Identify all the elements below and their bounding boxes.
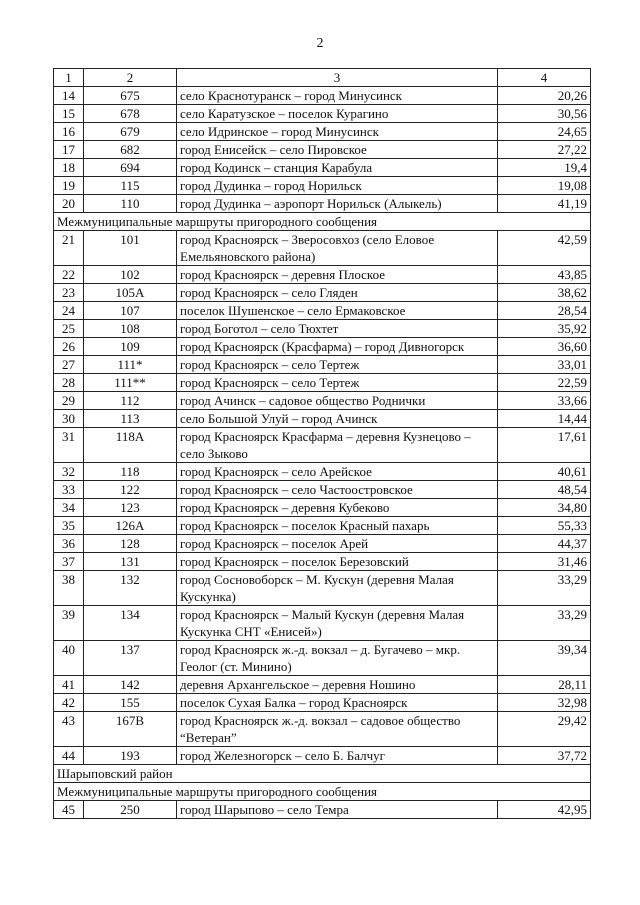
section-title: Межмуниципальные маршруты пригородного сообщения (54, 783, 591, 801)
row-number: 19 (54, 177, 84, 195)
table-row (54, 571, 591, 606)
row-number: 15 (54, 105, 84, 123)
table-row (54, 463, 591, 481)
route-code: 107 (84, 302, 177, 320)
route-length: 41,19 (498, 195, 591, 213)
route-code: 193 (84, 747, 177, 765)
route-length: 29,42 (498, 712, 591, 747)
route-name: город Красноярск – поселок Арей (177, 535, 498, 553)
section-title: Межмуниципальные маршруты пригородного сообщения (54, 213, 591, 231)
route-length: 35,92 (498, 320, 591, 338)
route-code: 111** (84, 374, 177, 392)
route-name: город Сосновоборск – М. Кускун (деревня Малая Кускунка) (177, 571, 498, 606)
route-code: 131 (84, 553, 177, 571)
table-row (54, 517, 591, 535)
table-row (54, 535, 591, 553)
row-number: 20 (54, 195, 84, 213)
route-code: 102 (84, 266, 177, 284)
table-row (54, 747, 591, 765)
table-row (54, 694, 591, 712)
route-length: 34,80 (498, 499, 591, 517)
route-name: город Красноярск – деревня Плоское (177, 266, 498, 284)
route-name: деревня Архангельское – деревня Ношино (177, 676, 498, 694)
route-length: 55,33 (498, 517, 591, 535)
route-length: 17,61 (498, 428, 591, 463)
table-row (54, 123, 591, 141)
route-length: 30,56 (498, 105, 591, 123)
route-name: город Красноярск – Зверосовхоз (село Еловое Емельяновского района) (177, 231, 498, 266)
route-length: 40,61 (498, 463, 591, 481)
table-row (54, 231, 591, 266)
table-row (54, 712, 591, 747)
route-length: 14,44 (498, 410, 591, 428)
route-length: 33,29 (498, 571, 591, 606)
table-row (54, 141, 591, 159)
row-number: 41 (54, 676, 84, 694)
route-name: город Красноярск – село Тертеж (177, 374, 498, 392)
route-length: 33,29 (498, 606, 591, 641)
route-code: 105А (84, 284, 177, 302)
route-code: 167В (84, 712, 177, 747)
row-number: 25 (54, 320, 84, 338)
row-number: 28 (54, 374, 84, 392)
route-name: село Каратузское – поселок Курагино (177, 105, 498, 123)
route-name: село Краснотуранск – город Минусинск (177, 87, 498, 105)
header-col-4: 4 (498, 69, 591, 87)
table-row (54, 676, 591, 694)
route-name: город Красноярск – деревня Кубеково (177, 499, 498, 517)
table-header-row (54, 69, 591, 87)
table-row (54, 302, 591, 320)
header-col-2: 2 (84, 69, 177, 87)
route-length: 27,22 (498, 141, 591, 159)
page-number: 2 (316, 36, 324, 51)
route-length: 20,26 (498, 87, 591, 105)
route-name: город Кодинск – станция Карабула (177, 159, 498, 177)
row-number: 39 (54, 606, 84, 641)
route-code: 142 (84, 676, 177, 694)
row-number: 23 (54, 284, 84, 302)
route-code: 118 (84, 463, 177, 481)
route-code: 678 (84, 105, 177, 123)
route-code: 101 (84, 231, 177, 266)
row-number: 33 (54, 481, 84, 499)
row-number: 36 (54, 535, 84, 553)
route-length: 22,59 (498, 374, 591, 392)
route-name: город Красноярск – поселок Красный пахарь (177, 517, 498, 535)
route-length: 39,34 (498, 641, 591, 676)
route-name: город Красноярск – село Арейское (177, 463, 498, 481)
route-name: город Красноярск ж.-д. вокзал – д. Бугачево – мкр. Геолог (ст. Минино) (177, 641, 498, 676)
table-row (54, 356, 591, 374)
route-code: 682 (84, 141, 177, 159)
route-code: 132 (84, 571, 177, 606)
route-code: 675 (84, 87, 177, 105)
route-code: 118А (84, 428, 177, 463)
route-name: поселок Шушенское – село Ермаковское (177, 302, 498, 320)
row-number: 30 (54, 410, 84, 428)
table-row (54, 641, 591, 676)
header-col-1: 1 (54, 69, 84, 87)
route-code: 113 (84, 410, 177, 428)
route-code: 112 (84, 392, 177, 410)
route-code: 134 (84, 606, 177, 641)
route-name: город Красноярск – село Тертеж (177, 356, 498, 374)
route-code: 126А (84, 517, 177, 535)
table-row (54, 105, 591, 123)
section-title: Шарыповский район (54, 765, 591, 783)
route-code: 128 (84, 535, 177, 553)
route-length: 36,60 (498, 338, 591, 356)
table-row (54, 606, 591, 641)
row-number: 35 (54, 517, 84, 535)
route-length: 43,85 (498, 266, 591, 284)
table-row (54, 801, 591, 819)
routes-table (53, 68, 591, 819)
route-name: город Красноярск – поселок Березовский (177, 553, 498, 571)
route-name: город Красноярск – село Частоостровское (177, 481, 498, 499)
route-length: 24,65 (498, 123, 591, 141)
row-number: 44 (54, 747, 84, 765)
section-row (54, 213, 591, 231)
table-row (54, 481, 591, 499)
row-number: 21 (54, 231, 84, 266)
table-row (54, 195, 591, 213)
route-code: 111* (84, 356, 177, 374)
route-code: 109 (84, 338, 177, 356)
route-name: город Красноярск ж.-д. вокзал – садовое общество “Ветеран” (177, 712, 498, 747)
route-length: 42,59 (498, 231, 591, 266)
row-number: 34 (54, 499, 84, 517)
route-name: город Красноярск – село Гляден (177, 284, 498, 302)
route-name: город Боготол – село Тюхтет (177, 320, 498, 338)
route-code: 155 (84, 694, 177, 712)
route-name: город Красноярск Красфарма – деревня Кузнецово – село Зыково (177, 428, 498, 463)
route-name: поселок Сухая Балка – город Красноярск (177, 694, 498, 712)
table-row (54, 266, 591, 284)
route-name: город Железногорск – село Б. Балчуг (177, 747, 498, 765)
row-number: 22 (54, 266, 84, 284)
route-name: село Большой Улуй – город Ачинск (177, 410, 498, 428)
row-number: 40 (54, 641, 84, 676)
row-number: 29 (54, 392, 84, 410)
row-number: 14 (54, 87, 84, 105)
route-length: 28,54 (498, 302, 591, 320)
route-code: 679 (84, 123, 177, 141)
route-length: 33,66 (498, 392, 591, 410)
row-number: 42 (54, 694, 84, 712)
row-number: 43 (54, 712, 84, 747)
route-code: 123 (84, 499, 177, 517)
row-number: 16 (54, 123, 84, 141)
row-number: 45 (54, 801, 84, 819)
header-col-3: 3 (177, 69, 498, 87)
route-length: 19,4 (498, 159, 591, 177)
route-length: 37,72 (498, 747, 591, 765)
route-length: 32,98 (498, 694, 591, 712)
row-number: 31 (54, 428, 84, 463)
section-row (54, 765, 591, 783)
route-length: 33,01 (498, 356, 591, 374)
route-code: 108 (84, 320, 177, 338)
route-length: 38,62 (498, 284, 591, 302)
table-row (54, 392, 591, 410)
route-name: город Дудинка – город Норильск (177, 177, 498, 195)
route-code: 137 (84, 641, 177, 676)
route-length: 48,54 (498, 481, 591, 499)
table-row (54, 159, 591, 177)
table-row (54, 284, 591, 302)
route-code: 115 (84, 177, 177, 195)
route-name: город Красноярск – Малый Кускун (деревня Малая Кускунка СНТ «Енисей») (177, 606, 498, 641)
route-name: город Дудинка – аэропорт Норильск (Алыкель) (177, 195, 498, 213)
table-row (54, 499, 591, 517)
row-number: 37 (54, 553, 84, 571)
table-row (54, 410, 591, 428)
row-number: 27 (54, 356, 84, 374)
row-number: 18 (54, 159, 84, 177)
route-length: 44,37 (498, 535, 591, 553)
route-length: 31,46 (498, 553, 591, 571)
table-row (54, 553, 591, 571)
row-number: 24 (54, 302, 84, 320)
table-row (54, 338, 591, 356)
route-code: 122 (84, 481, 177, 499)
row-number: 38 (54, 571, 84, 606)
route-length: 28,11 (498, 676, 591, 694)
route-name: город Красноярск (Красфарма) – город Дивногорск (177, 338, 498, 356)
row-number: 32 (54, 463, 84, 481)
route-code: 694 (84, 159, 177, 177)
row-number: 17 (54, 141, 84, 159)
route-name: город Енисейск – село Пировское (177, 141, 498, 159)
route-length: 19,08 (498, 177, 591, 195)
table-row (54, 374, 591, 392)
table-row (54, 177, 591, 195)
section-row (54, 783, 591, 801)
route-name: город Ачинск – садовое общество Роднички (177, 392, 498, 410)
route-name: город Шарыпово – село Темра (177, 801, 498, 819)
route-code: 250 (84, 801, 177, 819)
row-number: 26 (54, 338, 84, 356)
table-row (54, 87, 591, 105)
route-length: 42,95 (498, 801, 591, 819)
route-code: 110 (84, 195, 177, 213)
table-row (54, 428, 591, 463)
table-row (54, 320, 591, 338)
route-name: село Идринское – город Минусинск (177, 123, 498, 141)
